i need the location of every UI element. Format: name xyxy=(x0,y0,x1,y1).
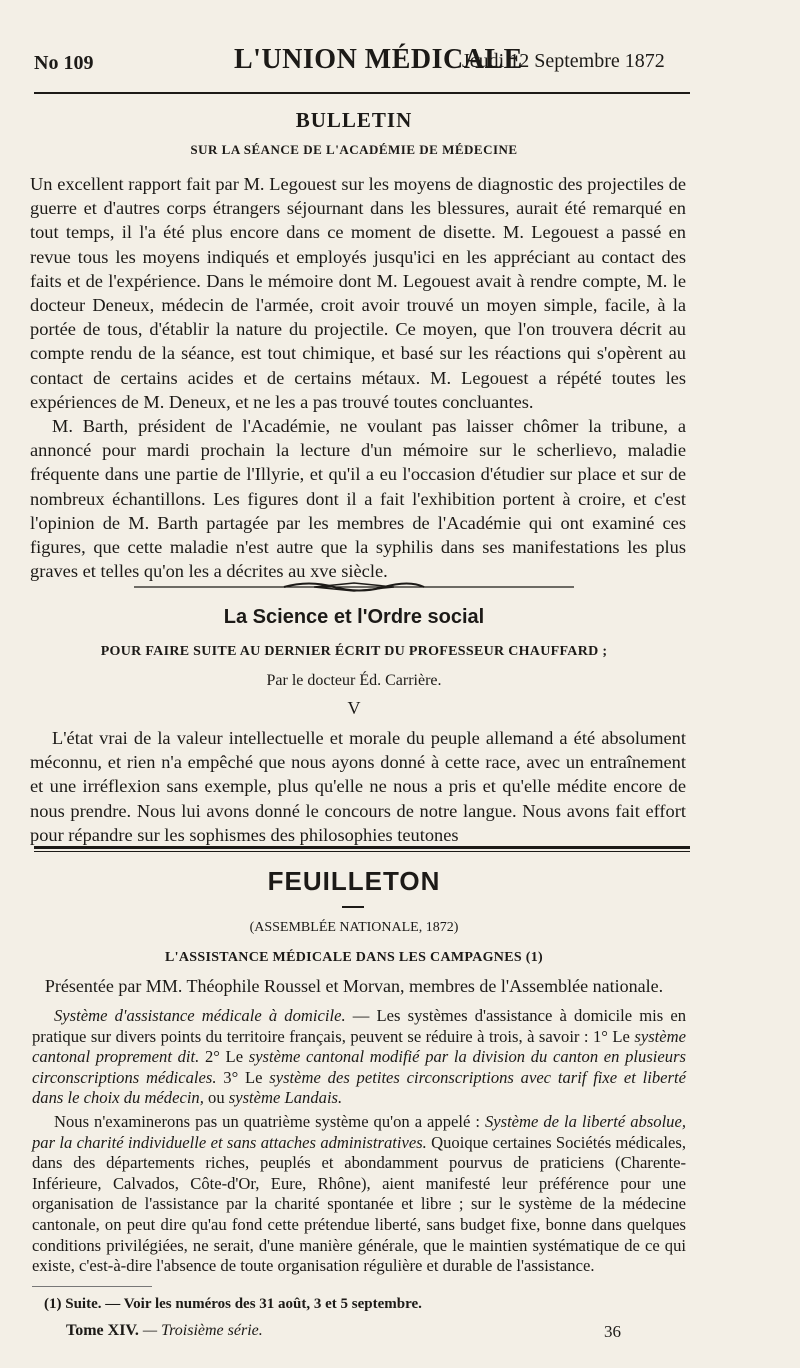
page-number: 36 xyxy=(604,1322,621,1341)
bulletin-title: BULLETIN xyxy=(295,108,413,132)
bulletin-subtitle: SUR LA SÉANCE DE L'ACADÉMIE DE MÉDECINE xyxy=(190,142,518,157)
footnote-rule xyxy=(32,1286,152,1287)
article-title: L'ASSISTANCE MÉDICALE DANS LES CAMPAGNES (1) xyxy=(165,950,543,965)
feuilleton-paragraph-1: Système d'assistance médicale à domicile. — Les systèmes d'assistance à domicile mis en pratique sur divers points du territoire français, peuvent se réduire à trois, à savoir : 1° Le système cantonal proprement dit. 2° Le système cantonal modifié par la division du canton en plusieurs circonscriptions médicales. 3° Le système des petites circonscriptions avec tarif fixe et liberté dans le choix du médecin, ou système Landais. xyxy=(32,1006,687,1108)
science-title: La Science et l'Ordre social xyxy=(223,606,485,628)
masthead-rule xyxy=(34,92,690,94)
feuilleton-paragraph-2: Nous n'examinerons pas un quatrième système qu'on a appelé : Système de la liberté absolue, par la charité individuelle et sans attaches administratives. Quoique certaines Sociétés médicales, dans des départements riches, peuplés et abondamment pourvus de praticiens (Charente-Inférieure, Calvados, Côte-d'Or, Eure, Rhône), aient manifesté leur préférence pour une organisation de l'assistance par la charité spontanée et libre ; sur le système de la médecine cantonale, on peut dire qu'au fond cette prétendue liberté, sans budget fixe, bonne dans quelques conditions privilégiées, ne serait, d'une manière générale, que le maintien systématique de ce qui existe, c'est-à-dire l'absence de toute organisation régulière et durable de l'assistance. xyxy=(32,1112,686,1276)
issue-date: Jeudi 12 Septembre 1872 xyxy=(462,50,665,72)
footnote: (1) Suite. — Voir les numéros des 31 août, 3 et 5 septembre. xyxy=(44,1296,422,1312)
journal-title: L'UNION MÉDICALE xyxy=(234,44,523,75)
feuilleton-rule xyxy=(34,846,690,852)
issue-number: No 109 xyxy=(34,52,94,74)
science-subtitle: POUR FAIRE SUITE AU DERNIER ÉCRIT DU PROFESSEUR CHAUFFARD ; xyxy=(100,644,608,659)
session-label: (ASSEMBLÉE NATIONALE, 1872) xyxy=(249,920,459,935)
masthead xyxy=(24,34,684,84)
footer-volume xyxy=(66,1322,263,1340)
bulletin-paragraph-2: M. Barth, président de l'Académie, ne voulant pas laisser chômer la tribune, a annoncé pour mardi prochain la lecture d'un mémoire sur le scherlievo, maladie fréquente dans une partie de l'Illyrie, et qu'il a eu l'occasion d'étudier sur place et sur de nombreux échantillons. Les figures dont il a fait l'exhibition portent à croire, et c'est l'opinion de M. Barth partagée par les membres de l'Académie qui ont examiné ces figures, que cette maladie n'est autre que la syphilis dans ses manifestations les plus graves et telles qu'on les a décrites au xve siècle. xyxy=(30,416,686,582)
ornament-divider xyxy=(134,580,574,594)
series-label: — Troisième série. xyxy=(142,1322,263,1339)
title-dash xyxy=(342,906,364,908)
feuilleton-title: FEUILLETON xyxy=(267,866,441,896)
presented-by: Présentée par MM. Théophile Roussel et Morvan, membres de l'Assemblée nationale. xyxy=(44,976,664,996)
section-number: V xyxy=(347,698,361,718)
volume-label: Tome XIV. xyxy=(66,1322,139,1339)
journal-page xyxy=(24,34,687,1341)
science-paragraph: L'état vrai de la valeur intellectuelle et morale du peuple allemand a été absolument méconnu, et rien n'a empêché que nous ayons donné à cette race, avec un entraînement et une irréflexion sans exemple, plus qu'elle ne nous a pris et qu'elle médite encore de nous prendre. Nous lui avons donné le concours de notre langue. Nous avons fait effort pour répandre sur les sophismes des philosophies teutones xyxy=(30,728,686,845)
bulletin-paragraph-1: Un excellent rapport fait par M. Legouest sur les moyens de diagnostic des projectiles de guerre et d'autres corps étrangers séjournant dans les blessures, aurait été remarqué en tout temps, il l'a été plus encore dans ce moment de disette. M. Legouest a passé en revue tous les moyens indiqués et employés jusqu'ici en les appréciant au contact des faits et de l'expérience. Dans le mémoire dont M. Legouest avait à rendre compte, M. le docteur Deneux, médecin de l'armée, croit avoir trouvé un moyen simple, facile, à la portée de tous, d'établir la nature du projectile. Ce moyen, que l'on trouvera décrit au compte rendu de la séance, est tout chimique, et basé sur les réactions qui s'opèrent au contact de certains acides et de certains métaux. M. Legouest a répété toutes les expériences de M. Deneux, et ne les a pas trouvé toutes concluantes. xyxy=(30,174,686,412)
science-author: Par le docteur Éd. Carrière. xyxy=(266,672,442,689)
